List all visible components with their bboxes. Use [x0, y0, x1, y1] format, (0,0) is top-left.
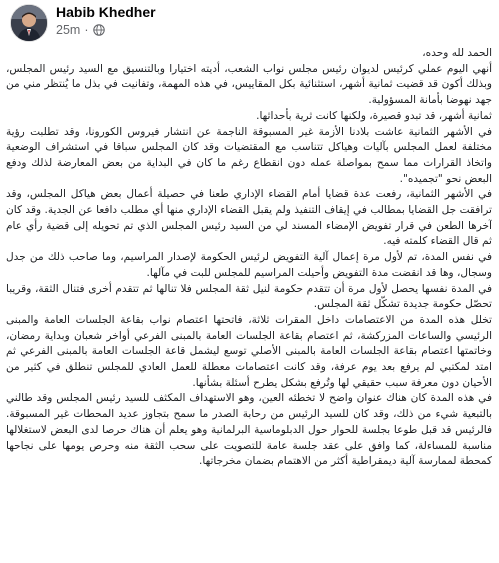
post-paragraph: في المدة نفسها يحصل لأول مرة أن تتقدم حكومة لنيل ثقة المجلس فلا تنالها ثم تتقدم أخرى فتنال الثقة، وقريبا تحصّل حكومة جديدة تشكّل ثقة المجلس. — [6, 282, 492, 311]
post-paragraph: في نفس المدة، تم لأول مرة إعمال آلية التفويض لرئيس الحكومة لإصدار المراسيم، وما صاحب ذلك من جدل وسجال، وها قد انقضت مدة التفويض وأحيلت المراسيم للمجلس للبت في مآلها. — [6, 251, 492, 279]
post-paragraph: تخلل هذه المدة من الاعتصامات داخل المقرات ثلاثة، فاتحتها اعتصام نواب بقاعة الجلسات العامة والمبنى الرئيسي والساعات المزركشة، ثم اعتصام بقاعة الجلسات العامة بالمبنى الفرعي أواخر شعبان وبداية رمضان، وخاتمتها اعتصام بقاعة الجلسات العامة بالمبنى الأصلي توسع ليشمل قاعة الجلسات العامة بالمبنى الفرعي ثم امتد لمكتبي لم يرفع بعد يوم عرفة، وقد كانت اعتصامات معطلة للعمل العادي للمجلس تنطلق في كثير من الأحيان دون معرفة سبب حقيقي لها وتُرفع بشكل يطرح أسئلة بشأنها. — [6, 313, 492, 389]
globe-icon[interactable] — [93, 24, 105, 36]
post-paragraph: في هذه المدة كان هناك عنوان واضح لا تخطئه العين، وهو الاستهداف المكثف للسيد رئيس المجلس وقد طالني بالتبعية شيء من ذلك، وقد كان للسيد الرئيس من رحابة الصدر ما سمح بتجاوز عديد المحطات غير المسبوقة. فالرئيس قد قبل طوعا بجلسة للحوار حول الدبلوماسية البرلمانية وهو يعلم أن هناك حرصا لدى البعض لاستغلالها مناسبة للمساءلة، كما وافق على عقد جلسة عامة للتصويت على سحب الثقة منه وحرص يومها على نجاحها كمحطة لممارسة آلية ديمقراطية أكثر من الاهتمام بضمان مخرجاتها. — [6, 392, 492, 468]
author-name[interactable]: Habib Khedher — [56, 4, 156, 20]
post-paragraph: أنهي اليوم عملي كرئيس لديوان رئيس مجلس نواب الشعب، أديته اختيارا وبالتنسيق مع السيد رئيس المجلس، وبذلك أكون قد قضيت ثمانية أشهر، استثنائية بكل المقاييس، في هذه المهمة، وتفانيت في بذل ما يُنتظر مني من جهد نهوضا بأمانة المسؤولية. — [6, 62, 492, 107]
post-meta — [56, 23, 105, 37]
post-header — [0, 0, 499, 44]
profile-photo — [11, 5, 47, 41]
meta-separator: · — [84, 23, 89, 37]
avatar[interactable] — [10, 4, 48, 42]
post-paragraph: في الأشهر الثمانية عاشت بلادنا الأزمة غير المسبوقة الناجمة عن انتشار فيروس الكورونا، وقد تطلبت رؤية مختلفة لعمل المجلس بآليات وهياكل تتناسب مع المقتضيات وقد كان المجلس سباقا في استشراف الوضعية واتخاذ القرارات مما سمح بمواصلة عمله دون انقطاع رغم ما كان في البداية من بعض المعارضة لذلك ودفع البعض نحو "تجميده". — [6, 125, 492, 185]
post-paragraph: ثمانية أشهر، قد تبدو قصيرة، ولكنها كانت ثرية بأحداثها. — [256, 109, 492, 122]
post-paragraph: الحمد لله وحده، — [422, 47, 492, 59]
post-body — [6, 46, 492, 560]
post-paragraph: في الأشهر الثمانية، رفعت عدة قضايا أمام القضاء الإداري طعنا في حصيلة أعمال بعض هياكل المجلس، وقد ترافقت جل القضايا بمطالب في إيقاف التنفيذ ولم يقبل القضاء الإداري منها أي مطلب دافعا عن الجدية. وقد كان آخرها الطعن في قرار تفويض الإمضاء المسند لي من السيد رئيس المجلس الذي تم تحويله إلى قضية رأي عام ثم قال القضاء كلمته فيه. — [6, 188, 492, 248]
post-time[interactable]: 25m — [56, 23, 81, 37]
